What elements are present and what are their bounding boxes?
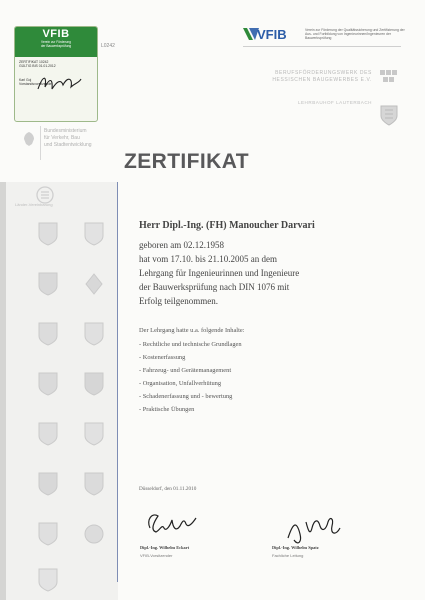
header-divider [243,46,401,47]
recipient-line: Lehrgang für Ingenieurinnen und Ingenieure [139,268,300,278]
sticker-sub-line: der Bauwerksprüfung [40,44,72,48]
contents-item: - Organisation, Unfallverhütung [139,380,222,387]
vfib-logo-text: VFIB [257,27,287,42]
contents-intro: Der Lehrgang hatte u.a. folgende Inhalte: [139,327,245,334]
contents-item: - Kostenerfassung [139,354,186,361]
page-title: ZERTIFIKAT [124,150,249,173]
state-crest-icon [38,472,58,496]
sticker-line: Vorstandsvorsitzender [19,82,53,87]
state-crest-icon [38,422,58,446]
sticker-sub-line: Verein zur Förderung [41,40,71,44]
ministry-line: und Stadtentwicklung [44,142,92,148]
school-crest-icon [378,104,400,126]
state-crest-icon [38,568,58,592]
sponsor-emblem-icon [378,68,400,86]
recipient-line: der Bauwerksprüfung nach DIN 1076 mit [139,282,290,292]
ministry-line: für Verkehr, Bau [44,135,80,141]
contents-item: - Rechtliche und technische Grundlagen [139,341,242,348]
school-name: LEHRBAUHOF LAUTERBACH [297,100,372,105]
state-crest-icon [38,522,58,546]
certificate-sticker [14,26,98,122]
state-crest-icon [38,272,58,296]
state-crest-icon [84,322,104,346]
signature-role: Fachliche Leitung [272,553,304,558]
state-crest-icon [84,372,104,396]
place-date: Düsseldorf, den 01.11.2010 [139,486,197,492]
state-crest-icon [38,322,58,346]
ministry-divider [40,126,41,160]
vfib-logo-icon [243,26,303,42]
signature-name: Dipl.-Ing. Wilhelm Spatz [272,545,319,550]
contents-item: - Fahrzeug- und Gerätemanagement [139,367,232,374]
signature-name: Dipl.-Ing. Wilhelm Eckart [140,545,190,550]
recipient-line: hat vom 17.10. bis 21.10.2005 an dem [139,254,277,264]
state-crest-sidebar [0,182,118,600]
sticker-brand: VFIB [42,28,70,40]
sidebar-heading: Länder-Vereinbarung [15,202,53,207]
state-crest-icon [84,222,104,246]
state-crest-icon [84,522,104,546]
signature-2-icon [282,508,342,548]
sponsor-line: HESSISCHEN BAUGEWERBES E.V. [272,77,372,83]
recipient-line: geboren am 02.12.1958 [139,240,224,250]
contents-item: - Schadenerfassung und - bewertung [139,393,233,400]
contents-item: - Praktische Übungen [139,406,195,413]
certificate-number: L0242 [101,43,115,49]
sticker-signature-icon [35,71,83,95]
sponsor-block [262,70,372,84]
signature-1-icon [142,506,200,538]
vfib-tagline: Verein zur Förderung der Qualitätssicherung und Zertifizierung der Aus- und Fortbildung von Ingenieurinnen/Ingenieuren der Bauwerksprüfung [305,28,405,41]
state-crest-icon [38,372,58,396]
ministry-block [44,128,124,149]
recipient-line: Erfolg teilgenommen. [139,296,218,306]
federal-eagle-icon [22,130,36,148]
sticker-line: GÜLTIG BIS 01.01.2012 [19,64,56,69]
sponsor-line: BERUFSFÖRDERUNGSWERK DES [275,70,372,76]
content-divider [117,182,118,582]
recipient-name: Herr Dipl.-Ing. (FH) Manoucher Darvari [139,220,315,231]
ministry-line: Bundesministerium [44,128,87,134]
signature-role: VFIB-Vorsitzender [140,553,173,558]
state-crest-icon [84,422,104,446]
state-crest-icon [84,472,104,496]
state-crest-icon [84,272,104,296]
sticker-line: Karl Goj [19,77,32,82]
state-crest-icon [38,222,58,246]
sticker-line: ZERTIFIKAT 10242 [19,60,49,64]
